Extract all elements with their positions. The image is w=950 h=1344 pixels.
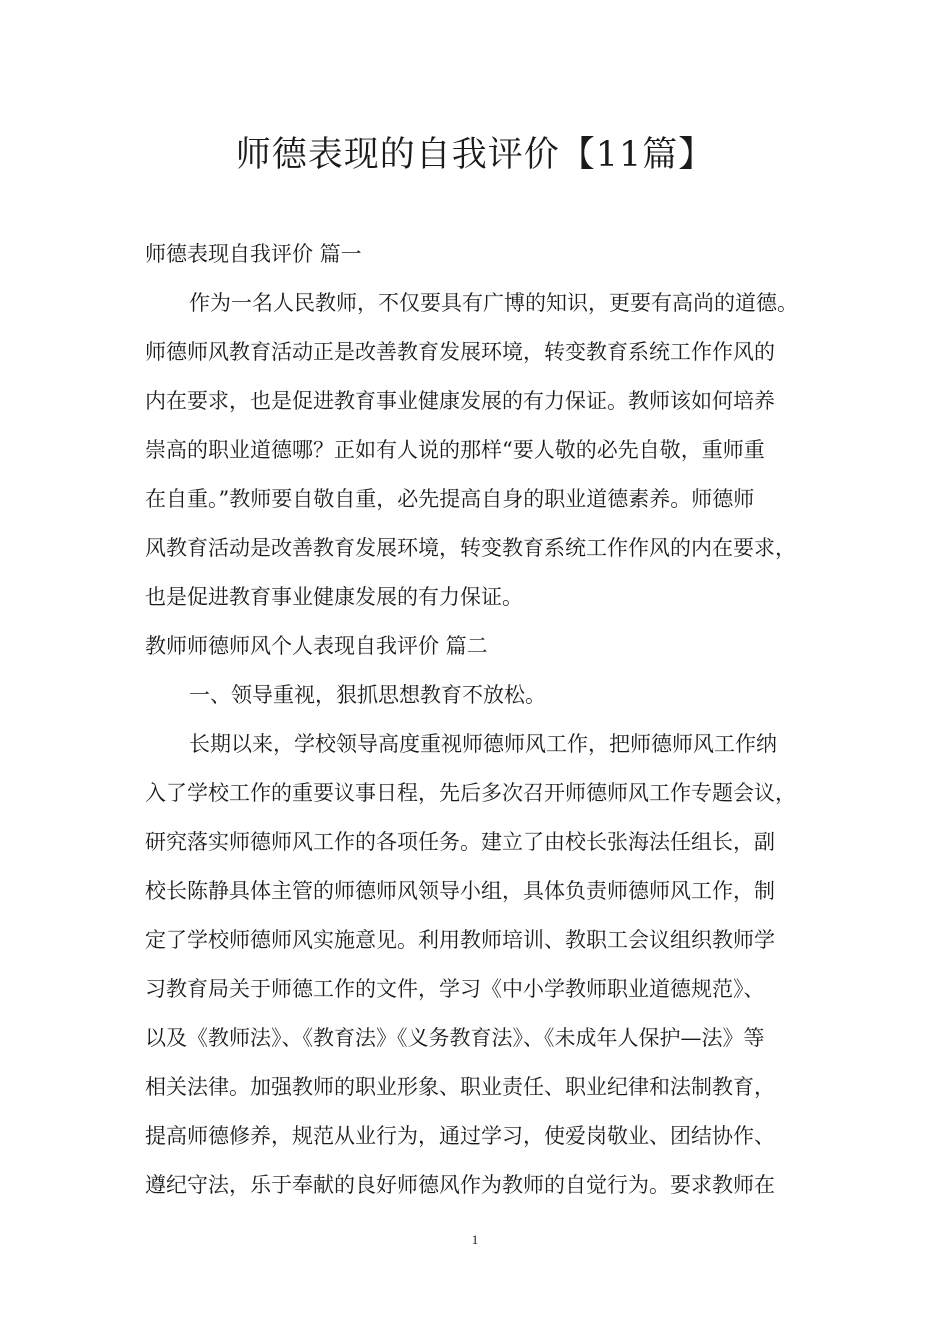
text-line: 内在要求，也是促进教育事业健康发展的有力保证。教师该如何培养 [145,389,775,413]
text-line: 遵纪守法，乐于奉献的良好师德风作为教师的自觉行为。要求教师在 [145,1173,775,1197]
text-line: 研究落实师德师风工作的各项任务。建立了由校长张海法任组长，副 [145,830,775,854]
text-line: 校长陈静具体主管的师德师风领导小组，具体负责师德师风工作，制 [145,879,775,903]
text-line: 师德表现自我评价 篇一 [145,242,362,266]
text-line: 在自重。”教师要自敬自重，必先提高自身的职业道德素养。师德师 [145,487,755,511]
text-line: 习教育局关于师德工作的文件，学习《中小学教师职业道德规范》、 [145,977,765,1001]
text-line: 教师师德师风个人表现自我评价 篇二 [145,634,488,658]
page-number: 1 [471,1232,479,1247]
text-line: 入了学校工作的重要议事日程，先后多次召开师德师风工作专题会议， [145,781,796,805]
text-line: 作为一名人民教师，不仅要具有广博的知识，更要有高尚的道德。 [189,291,798,315]
document-body [145,230,825,1210]
text-line: 长期以来，学校领导高度重视师德师风工作，把师德师风工作纳 [189,732,777,756]
text-line: 也是促进教育事业健康发展的有力保证。 [145,585,523,609]
text-line: 以及《教师法》、《教育法》《义务教育法》、《未成年人保护—法》等 [145,1026,765,1050]
text-line: 师德师风教育活动正是改善教育发展环境，转变教育系统工作作风的 [145,340,775,364]
text-line: 风教育活动是改善教育发展环境，转变教育系统工作作风的内在要求， [145,536,796,560]
text-line: 相关法律。加强教师的职业形象、职业责任、职业纪律和法制教育， [145,1075,775,1099]
text-line: 定了学校师德师风实施意见。利用教师培训、教职工会议组织教师学 [145,928,775,952]
text-line: 崇高的职业道德哪？正如有人说的那样“要人敬的必先自敬，重师重 [145,438,765,462]
document-title: 师德表现的自我评价【11篇】 [235,135,715,175]
text-line: 提高师德修养，规范从业行为，通过学习，使爱岗敬业、团结协作、 [145,1124,775,1148]
text-line: 一、领导重视，狠抓思想教育不放松。 [189,683,546,707]
